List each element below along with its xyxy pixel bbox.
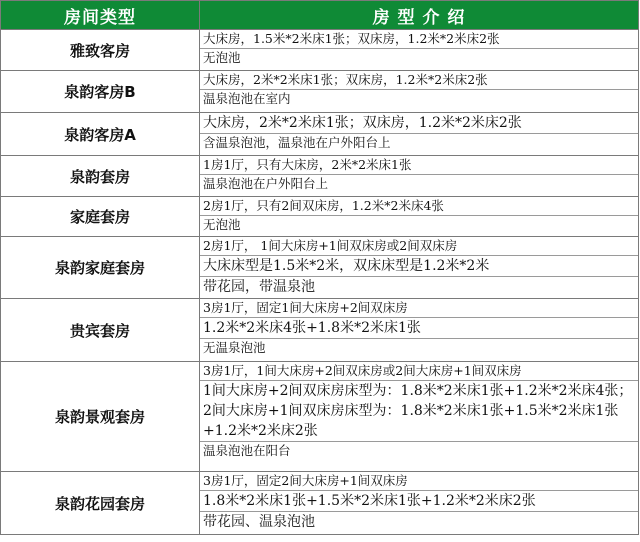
table-row (1, 197, 639, 237)
description-line: 含温泉泡池，温泉池在户外阳台上 (203, 135, 391, 150)
table-row (1, 362, 639, 472)
table-row (1, 472, 639, 535)
table-row (1, 71, 639, 113)
description-line: 2房1厅，只有2间双床房，1.2米*2米床4张 (200, 197, 638, 216)
room-description (200, 197, 639, 237)
header-room-type: 房间类型 (1, 1, 200, 30)
description-line: 3房1厅，固定1间大床房+2间双床房 (200, 299, 638, 318)
room-name: 泉韵家庭套房 (1, 237, 200, 299)
description-line: 大床房，2米*2米床1张；双床房，1.2米*2米床2张 (200, 113, 638, 134)
description-line: 1.2米*2米床4张+1.8米*2米床1张 (200, 318, 638, 339)
room-description (200, 156, 639, 197)
header-row (1, 1, 639, 30)
table-row (1, 113, 639, 156)
room-name: 贵宾套房 (1, 299, 200, 362)
room-name: 家庭套房 (1, 197, 200, 237)
room-name: 泉韵套房 (1, 156, 200, 197)
description-line: 无温泉泡池 (203, 340, 266, 355)
room-description (200, 30, 639, 71)
room-name: 泉韵客房B (1, 71, 200, 113)
table-row (1, 237, 639, 299)
room-description (200, 362, 639, 472)
description-line: 1间大床房+2间双床房床型为：1.8米*2米床1张+1.2米*2米床4张；2间大床房+1间双床房床型为：1.8米*2米床1张+1.5米*2米床1张+1.2米*2米床2张 (200, 381, 638, 442)
table-row (1, 156, 639, 197)
room-name: 泉韵客房A (1, 113, 200, 156)
description-line: 无泡池 (203, 217, 241, 232)
description-line: 大床床型是1.5米*2米，双床床型是1.2米*2米 (200, 256, 638, 277)
room-description (200, 71, 639, 113)
description-line: 大床房，2米*2米床1张；双床房，1.2米*2米床2张 (200, 71, 638, 90)
description-line: 温泉泡池在户外阳台上 (203, 176, 329, 191)
room-description (200, 113, 639, 156)
description-line: 温泉泡池在阳台 (203, 443, 291, 458)
description-line: 大床房，1.5米*2米床1张；双床房，1.2米*2米床2张 (200, 30, 638, 49)
description-line: 1房1厅，只有大床房，2米*2米床1张 (200, 156, 638, 175)
header-room-description: 房 型 介 绍 (200, 1, 639, 30)
room-name: 雅致客房 (1, 30, 200, 71)
table-row (1, 30, 639, 71)
table-row (1, 299, 639, 362)
description-line: 1.8米*2米床1张+1.5米*2米床1张+1.2米*2米床2张 (200, 491, 638, 512)
description-line: 3房1厅，1间大床房+2间双床房或2间大床房+1间双床房 (200, 362, 638, 381)
description-line: 带花园、温泉泡池 (203, 514, 315, 530)
description-line: 3房1厅，固定2间大床房+1间双床房 (200, 472, 638, 491)
room-description (200, 299, 639, 362)
room-description (200, 472, 639, 535)
room-description (200, 237, 639, 299)
room-name: 泉韵花园套房 (1, 472, 200, 535)
description-line: 2房1厅， 1间大床房+1间双床房或2间双床房 (200, 237, 638, 256)
description-line: 温泉泡池在室内 (203, 91, 291, 106)
description-line: 无泡池 (203, 50, 241, 65)
room-name: 泉韵景观套房 (1, 362, 200, 472)
description-line: 带花园，带温泉池 (203, 279, 315, 295)
